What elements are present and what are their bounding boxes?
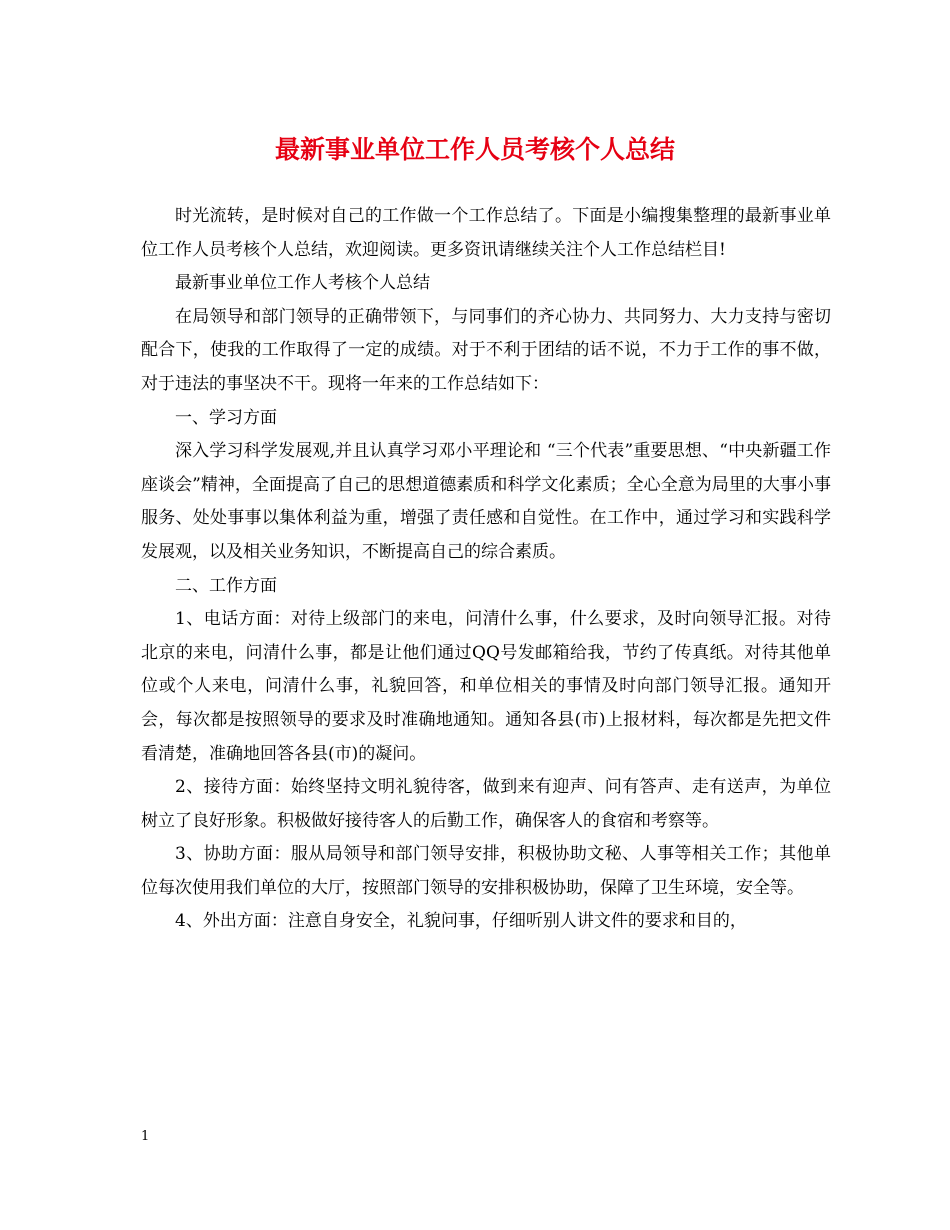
section-heading-work: 二、工作方面 (175, 575, 277, 596)
paragraph-assistance: 3、协助方面：服从局领导和部门领导安排，积极协助文秘、人事等相关工作；其他单位每次使用我们单位的大厅，按照部门领导的安排积极协助，保障了卫生环境，安全等。 (141, 844, 831, 898)
paragraph-phone: 1、电话方面：对待上级部门的来电，问清什么事，什么要求，及时向领导汇报。对待北京的来电，问清什么事，都是让他们通过QQ号发邮箱给我，节约了传真纸。对待其他单位或个人来电，问清什么事，礼貌回答，和单位相关的事情及时向部门领导汇报。通知开会，每次都是按照领导的要求及时准确地通知。通知各县(市)上报材料，每次都是先把文件看清楚，准确地回答各县(市)的凝问。 (141, 609, 831, 764)
paragraph-reception: 2、接待方面：始终坚持文明礼貌待客，做到来有迎声、问有答声、走有送声，为单位树立了良好形象。积极做好接待客人的后勤工作，确保客人的食宿和考察等。 (141, 777, 831, 831)
page-number: 1 (141, 1129, 150, 1144)
document-body (141, 200, 831, 939)
paragraph-outing: 4、外出方面：注意自身安全，礼貌问事，仔细听别人讲文件的要求和目的， (175, 911, 747, 932)
page-title: 最新事业单位工作人员考核个人总结 (274, 135, 675, 164)
paragraph-opening: 在局领导和部门领导的正确带领下，与同事们的齐心协力、共同努力、大力支持与密切配合下，使我的工作取得了一定的成绩。对于不利于团结的话不说，不力于工作的事不做，对于违法的事坚决不干。现将一年来的工作总结如下： (141, 306, 831, 394)
paragraph-intro: 时光流转，是时候对自己的工作做一个工作总结了。下面是小编搜集整理的最新事业单位工作人员考核个人总结，欢迎阅读。更多资讯请继续关注个人工作总结栏目! (141, 206, 831, 260)
paragraph-subtitle: 最新事业单位工作人考核个人总结 (175, 273, 430, 294)
paragraph-study: 深入学习科学发展观,并且认真学习邓小平理论和 “三个代表”重要思想、“中央新疆工作座谈会”精神，全面提高了自己的思想道德素质和科学文化素质；全心全意为局里的大事小事服务、处处事事以集体利益为重，增强了责任感和自觉性。在工作中，通过学习和实践科学发展观，以及相关业务知识，不断提高自己的综合素质。 (141, 441, 831, 562)
section-heading-study: 一、学习方面 (175, 407, 277, 428)
